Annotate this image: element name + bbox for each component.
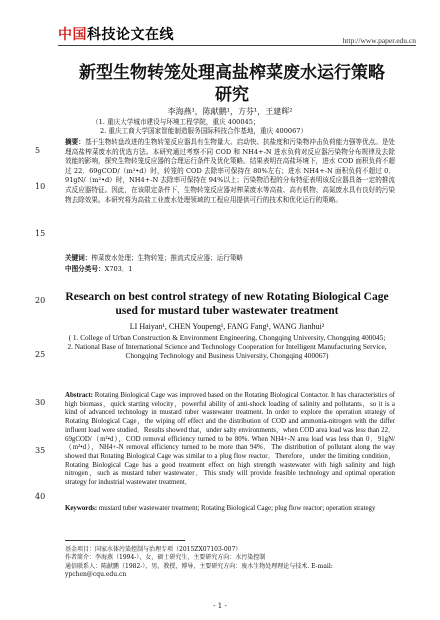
authors-en: LI Haiyan¹, CHEN Youpeng¹, FANG Fang¹, WANG Jianhui² xyxy=(129,322,325,331)
footnote-funding: 基金项目：国家水体污染控制与治理专项（2015ZX07103-007） xyxy=(65,546,242,553)
logo-part-red: 中国 xyxy=(58,27,87,43)
line-number: 30 xyxy=(35,398,46,407)
classification-code: X703．1 xyxy=(104,265,133,273)
affiliation-en-1: ( 1. College of Urban Construction & Environment Engineering, Chongqing University, Chongqing 400045; xyxy=(68,333,386,342)
line-number: 25 xyxy=(35,350,46,359)
line-number: 5 xyxy=(35,146,41,155)
keywords-label-cn: 关键词： xyxy=(65,254,92,262)
footnote-correspondence: 通信联系人：陈献鹏（1982-），男，教授，博导，主要研究方向：废水生物处理理论与技术. E-mail: ypchen@cqu.edu.cn xyxy=(65,562,333,579)
affiliations-en xyxy=(62,333,392,360)
affiliations-cn xyxy=(92,118,392,136)
keywords-en xyxy=(65,505,395,514)
site-header xyxy=(0,0,440,46)
abstract-cn xyxy=(65,138,395,205)
page-number: - 1 - xyxy=(213,602,227,610)
abstract-text-en: Rotating Biological Cage was improved based on the Rotating Biological Contactor. It has characteristics of high biomass，quick starting velocity，powerful ability of anti-shock loading of salinity and pollutants，so it is a kind of advanced technology in mustard tuber wastewater treatment. In order to explore the operation strategy of Rotating Biological Cage，the wiping off effect and the distribution of COD and ammonia-nitrogen with the differ influent load were studied．Results showed that，under salty environments，when COD area load was less than 22．69gCOD/（m²•d），COD removal efficiency turned to be 80%. When NH4+-N area load was less than 0．91gN/（m²•d），NH4+-N removal efficiency turned to be more than 94%．The distribution of pollutant along the way showed that Rotating Biological Cage was similar to a plug flow reactor．Therefore，under the limiting condition，Rotating Biological Cage has a good treatment effect on high strength wastewater with high salinity and high nitrogen，such as mustard tuber wastewater．This study will provide feasible technology and optimal operation strategy for industrial wastewater treatment． xyxy=(65,392,395,487)
line-number: 15 xyxy=(35,229,46,238)
keywords-label-en: Keywords: xyxy=(65,505,98,512)
site-logo[interactable] xyxy=(58,24,174,44)
abstract-label-en: Abstract: xyxy=(65,392,93,399)
paper-title-en: Research on best control strategy of new Rotating Biological Cage used for mustard tuber wastewater treatment xyxy=(65,291,389,317)
keywords-text-en: mustard tuber wastewater treatment; Rotating Biological Cage; plug flow reactor; operation strategy xyxy=(98,505,376,512)
affiliation-cn-2: 2. 重庆工商大学国家智能制造服务国际科技合作基地，重庆 400067） xyxy=(100,127,308,135)
keywords-text-cn: 榨菜废水处理；生物转笼；推流式反应器；运行策略 xyxy=(91,254,244,262)
abstract-label-cn: 摘要： xyxy=(65,138,85,146)
site-url[interactable]: http://www.paper.edu.cn xyxy=(342,36,416,45)
logo-part-black: 科技论文在线 xyxy=(87,27,174,43)
authors-cn: 李海燕¹，陈献鹏¹，方芬¹，王建辉² xyxy=(167,107,293,116)
classification-label-cn: 中图分类号： xyxy=(65,265,105,273)
paper-title-cn: 新型生物转笼处理高盐榨菜废水运行策略研究 xyxy=(79,63,385,105)
line-number: 35 xyxy=(35,446,46,455)
line-number: 40 xyxy=(35,492,46,501)
footnotes xyxy=(65,546,395,580)
header-divider xyxy=(58,45,416,46)
line-number: 10 xyxy=(35,182,46,191)
keywords-cn xyxy=(65,252,395,262)
line-number: 20 xyxy=(35,296,46,305)
footnote-author-bio: 作者简介：李海燕（1994-），女，硕士研究生，主要研究方向：水污染控制 xyxy=(65,554,266,562)
classification-cn xyxy=(65,263,395,273)
abstract-text-cn: 基于生物转盘改进的生物转笼反应器具有生物量大、启动快、抗盐度和污染物冲击负荷能力强等优点。是处理高盐榨菜废水的优选方法。本研究通过考察不同 COD 和 NH4+-N 进水负荷对反应器污染物分布规律及去除效能的影响，探究生物转笼反应器的合理运行条件及优化策略。结果表明在高盐环境下，进水 COD 面积负荷不超过 22．69gCOD/（m²•d）时，转笼的 COD 去除率可保持在 80%左右；进水 NH4+-N 面积负荷不超过 0．91gN/（m²•d）时，NH4+-N 去除率可保持在 94%以上；污染物沿程的分布特征表明该反应器具备一定的推流式反应器特征。因此，在该限定条件下，生物转笼反应器对榨菜废水等高盐、高有机物、高氮废水具有良好的污染物去除效果。本研究将为高盐工业废水处理领域的工程应用提供可行的技术和优化运行的策略。 xyxy=(65,138,396,204)
affiliation-en-2: 2. National Base of International Science and Technology Cooperation for Intelligent Manufacturing Service, Chongqing Technology and Business University, Chongqing 400067) xyxy=(67,342,387,360)
abstract-en xyxy=(65,392,395,488)
affiliation-cn-1: （1. 重庆大学城市建设与环境工程学院，重庆 400045； xyxy=(92,118,260,126)
footnote-divider xyxy=(65,540,185,541)
